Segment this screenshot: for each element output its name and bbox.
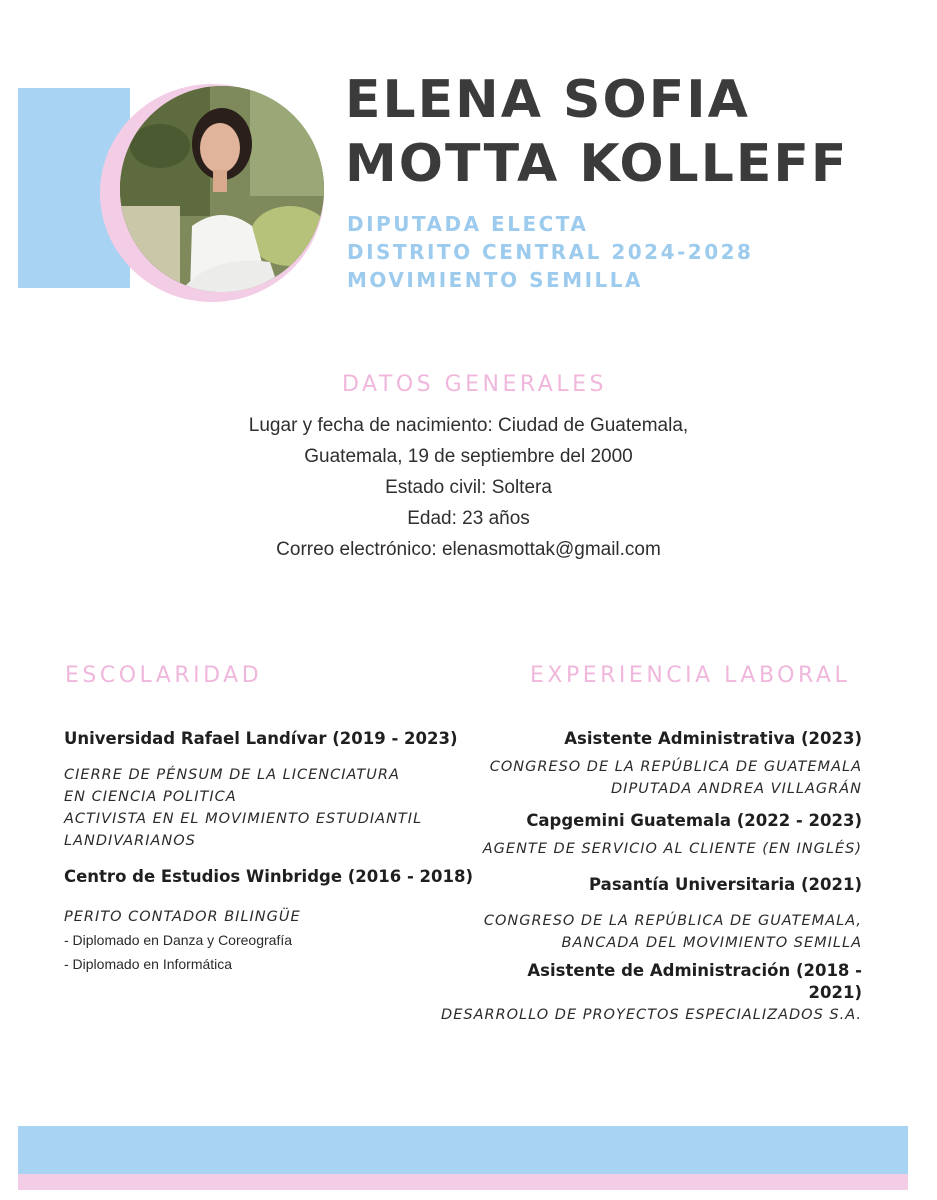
escolaridad-entry-detail: EN CIENCIA POLITICA: [64, 789, 237, 805]
escolaridad-entry-detail: LANDIVARIANOS: [64, 833, 196, 849]
datos-generales-heading: [0, 372, 937, 397]
datos-line-birth-date: Guatemala, 19 de septiembre del 2000: [304, 446, 633, 467]
datos-line-email: Correo electrónico: elenasmottak@gmail.com: [276, 539, 661, 560]
footer-blue-band: [18, 1126, 908, 1174]
subtitle-line-2: DISTRITO CENTRAL 2024-2028: [347, 240, 754, 264]
experiencia-entry-title: Asistente Administrativa (2023): [564, 729, 862, 748]
subtitle-block: [347, 210, 753, 294]
name-line-2: MOTTA KOLLEFF: [345, 134, 849, 194]
experiencia-entry-detail: CONGRESO DE LA REPÚBLICA DE GUATEMALA: [489, 759, 862, 775]
experiencia-entry-detail: DIPUTADA ANDREA VILLAGRÁN: [611, 781, 862, 797]
experiencia-entry-detail: AGENTE DE SERVICIO AL CLIENTE (EN INGLÉS): [482, 841, 862, 857]
experiencia-entry-title: Pasantía Universitaria (2021): [589, 875, 862, 894]
experiencia-column: [400, 728, 862, 1026]
escolaridad-entry-detail: PERITO CONTADOR BILINGÜE: [64, 909, 301, 925]
datos-line-age: Edad: 23 años: [407, 508, 530, 529]
profile-photo: [120, 86, 324, 292]
escolaridad-entry-title: Universidad Rafael Landívar (2019 - 2023): [64, 729, 458, 748]
experiencia-entry-detail: BANCADA DEL MOVIMIENTO SEMILLA: [561, 935, 862, 951]
experiencia-heading: EXPERIENCIA LABORAL: [530, 663, 851, 688]
escolaridad-bullet: - Diplomado en Danza y Coreografía: [64, 932, 293, 948]
datos-line-civil-status: Estado civil: Soltera: [385, 477, 552, 498]
datos-generales-list: [0, 410, 937, 565]
datos-line-birth: Lugar y fecha de nacimiento: Ciudad de Guatemala,: [248, 415, 689, 436]
full-name: [345, 68, 848, 196]
footer-pink-band: [18, 1174, 908, 1190]
subtitle-line-3: MOVIMIENTO SEMILLA: [347, 268, 644, 292]
experiencia-entry-title: Capgemini Guatemala (2022 - 2023): [526, 811, 862, 830]
escolaridad-entry-detail: ACTIVISTA EN EL MOVIMIENTO ESTUDIANTIL: [64, 811, 423, 827]
subtitle-line-1: DIPUTADA ELECTA: [347, 212, 589, 236]
name-line-1: ELENA SOFIA: [345, 70, 750, 130]
experiencia-entry-detail: CONGRESO DE LA REPÚBLICA DE GUATEMALA,: [483, 913, 862, 929]
experiencia-entry-title-cont: 2021): [808, 983, 862, 1002]
experiencia-entry-detail: DESARROLLO DE PROYECTOS ESPECIALIZADOS S.A.: [441, 1007, 862, 1023]
escolaridad-bullet: - Diplomado en Informática: [64, 956, 233, 972]
experiencia-entry-title: Asistente de Administración (2018 -: [527, 961, 862, 980]
escolaridad-entry-title: Centro de Estudios Winbridge (2016 - 2018): [64, 867, 474, 886]
datos-generales-heading-text: DATOS GENERALES: [342, 372, 607, 397]
escolaridad-entry-detail: CIERRE DE PÉNSUM DE LA LICENCIATURA: [64, 767, 400, 783]
escolaridad-heading: ESCOLARIDAD: [65, 663, 263, 688]
